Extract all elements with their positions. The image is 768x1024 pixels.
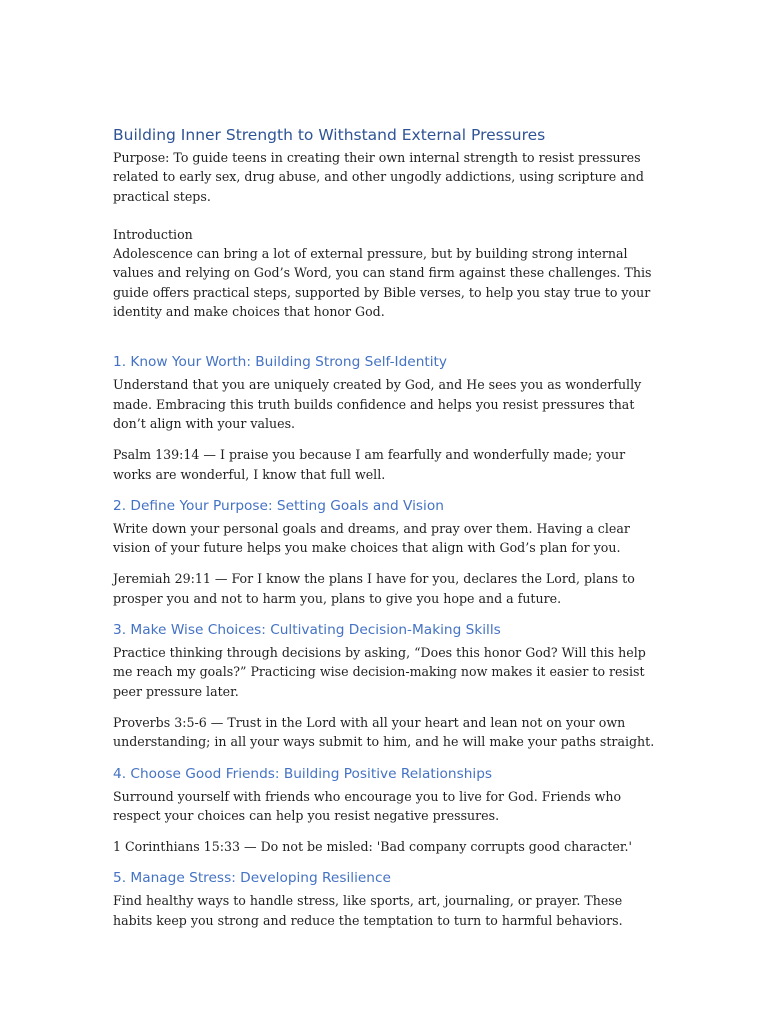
spacer	[113, 206, 658, 225]
section-body: Practice thinking through decisions by asking, “Does this honor God? Will this help me reach my goals?” Practicing wise decision-making now makes it easier to resist peer pressure later.	[113, 645, 646, 699]
bible-verse: 1 Corinthians 15:33 — Do not be misled: 'Bad company corrupts good character.'	[113, 839, 632, 855]
document-page	[113, 124, 658, 930]
introduction-label: Introduction	[113, 226, 193, 242]
section-body: Understand that you are uniquely created by God, and He sees you as wonderfully made. Embracing this truth builds confidence and helps you resist pressures that don’t align with your values.	[113, 377, 642, 431]
section-define-your-purpose	[113, 496, 658, 608]
section-manage-stress	[113, 868, 658, 930]
section-heading: 3. Make Wise Choices: Cultivating Decision-Making Skills	[113, 622, 501, 639]
bible-verse: Jeremiah 29:11 — For I know the plans I have for you, declares the Lord, plans to prosper you and not to harm you, plans to give you hope and a future.	[113, 571, 635, 606]
purpose-paragraph: Purpose: To guide teens in creating their own internal strength to resist pressures related to early sex, drug abuse, and other ungodly addictions, using scripture and practical steps.	[113, 150, 644, 204]
section-know-your-worth	[113, 352, 658, 483]
section-heading: 2. Define Your Purpose: Setting Goals and Vision	[113, 497, 444, 514]
section-body: Write down your personal goals and dreams, and pray over them. Having a clear vision of your future helps you make choices that align with God’s plan for you.	[113, 520, 630, 556]
bible-verse: Psalm 139:14 — I praise you because I am fearfully and wonderfully made; your works are wonderful, I know that full well.	[113, 447, 626, 482]
section-heading: 4. Choose Good Friends: Building Positive Relationships	[113, 765, 493, 782]
section-choose-good-friends	[113, 764, 658, 857]
section-body: Surround yourself with friends who encourage you to live for God. Friends who respect your choices can help you resist negative pressures.	[113, 788, 622, 823]
document-title: Building Inner Strength to Withstand External Pressures	[113, 126, 546, 144]
bible-verse: Proverbs 3:5-6 — Trust in the Lord with all your heart and lean not on your own understanding; in all your ways submit to him, and he will make your paths straight.	[113, 714, 655, 750]
section-body: Find healthy ways to handle stress, like sports, art, journaling, or prayer. These habits keep you strong and reduce the temptation to turn to harmful behaviors.	[113, 893, 623, 928]
introduction-paragraph: Adolescence can bring a lot of external pressure, but by building strong internal values and relying on God’s Word, you can stand firm against these challenges. This guide offers practical steps, supported by Bible verses, to help you stay true to your identity and make choices that honor God.	[113, 246, 652, 320]
section-make-wise-choices	[113, 620, 658, 751]
section-heading: 5. Manage Stress: Developing Resilience	[113, 870, 391, 887]
section-heading: 1. Know Your Worth: Building Strong Self-Identity	[113, 354, 448, 371]
